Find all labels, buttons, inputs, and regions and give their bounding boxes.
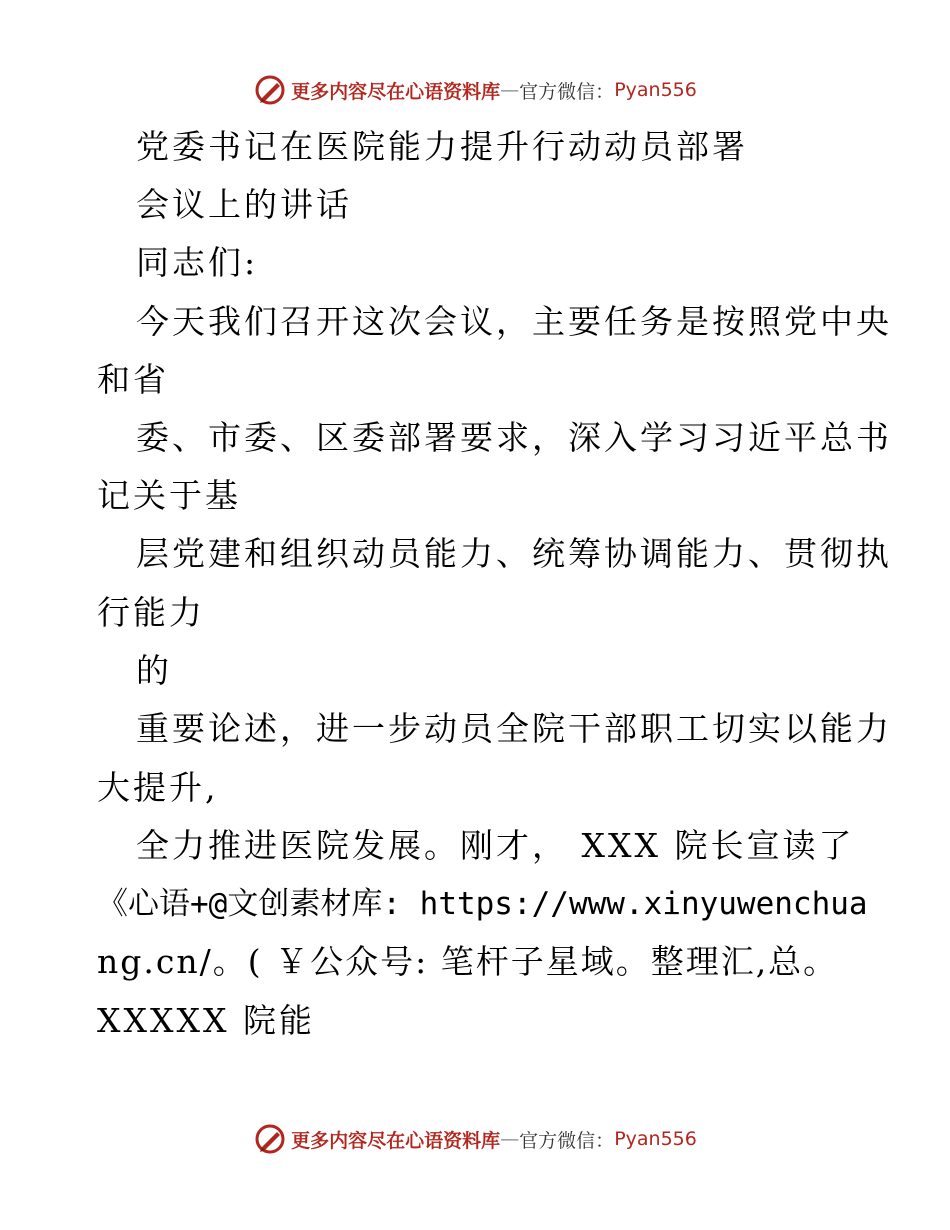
doc-line: 记关于基 bbox=[97, 476, 241, 515]
doc-line: 行能力 bbox=[97, 593, 205, 632]
doc-title-line-2: 会议上的讲话 bbox=[136, 185, 352, 224]
doc-line: 大提升, bbox=[97, 768, 219, 807]
pen-logo-icon bbox=[253, 1122, 287, 1156]
watermark-official-label: 官方微信： bbox=[519, 80, 615, 103]
doc-title-line-1: 党委书记在医院能力提升行动动员部署 bbox=[136, 127, 748, 166]
pen-logo-icon bbox=[253, 73, 287, 107]
doc-line-notice: ng.cn/。( ￥公众号: 笔杆子星域。整理汇,总。 bbox=[97, 942, 839, 981]
doc-line: 委、市委、区委部署要求，深入学习习近平总书 bbox=[136, 418, 892, 457]
doc-line: 的 bbox=[136, 651, 172, 690]
doc-line: XXXXX 院能 bbox=[97, 1001, 315, 1040]
watermark-dash: — bbox=[500, 79, 520, 101]
footer-watermark bbox=[0, 1119, 950, 1159]
doc-salutation: 同志们: bbox=[136, 243, 259, 282]
doc-line: 今天我们召开这次会议，主要任务是按照党中央 bbox=[136, 302, 892, 341]
header-watermark bbox=[0, 70, 950, 110]
doc-line: 和省 bbox=[97, 360, 169, 399]
watermark-id: Pyan556 bbox=[614, 1128, 697, 1150]
doc-line-url: 《心语+@文创素材库: https://www.xinyuwenchua bbox=[97, 886, 868, 922]
watermark-official-label: 官方微信： bbox=[519, 1129, 615, 1152]
watermark-dash: — bbox=[500, 1128, 520, 1150]
doc-line: 全力推进医院发展。刚才， XXX 院长宣读了 bbox=[136, 826, 855, 865]
doc-line: 重要论述，进一步动员全院干部职工切实以能力 bbox=[136, 709, 892, 748]
watermark-title: 更多内容尽在心语资料库 bbox=[291, 80, 501, 103]
watermark-title: 更多内容尽在心语资料库 bbox=[291, 1129, 501, 1152]
watermark-id: Pyan556 bbox=[614, 79, 697, 101]
doc-line: 层党建和组织动员能力、统筹协调能力、贯彻执 bbox=[136, 534, 892, 573]
